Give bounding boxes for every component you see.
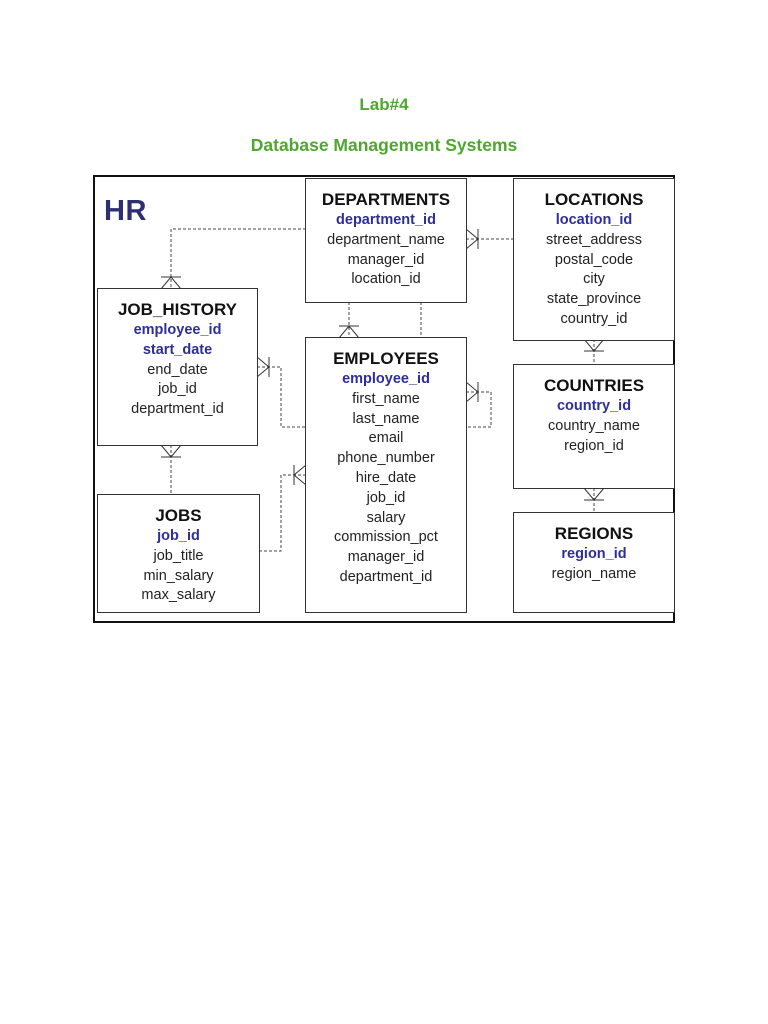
- attribute-list: [514, 545, 674, 585]
- entity-name: REGIONS: [554, 524, 634, 543]
- attribute: manager_id: [347, 251, 425, 268]
- primary-key-attribute: employee_id: [342, 371, 430, 387]
- entity-name: LOCATIONS: [544, 190, 644, 209]
- entity-name: DEPARTMENTS: [321, 190, 451, 209]
- attribute: last_name: [352, 410, 420, 427]
- entity-departments: [305, 178, 467, 303]
- attribute: job_id: [158, 381, 197, 398]
- attribute-list: [514, 397, 674, 456]
- attribute: commission_pct: [334, 529, 438, 546]
- schema-label: HR: [104, 195, 147, 227]
- entity-name: JOB_HISTORY: [117, 300, 238, 319]
- attribute: manager_id: [347, 549, 425, 566]
- rel-departments-job-history: [171, 229, 306, 289]
- er-diagram: [93, 175, 675, 623]
- attribute: job_title: [153, 547, 204, 564]
- doc-title: Lab#4: [359, 95, 409, 114]
- primary-key-attribute: location_id: [555, 212, 633, 228]
- attribute: department_id: [131, 401, 224, 418]
- attribute: first_name: [352, 390, 420, 407]
- entity-job-history: [97, 288, 258, 446]
- attribute-list: [98, 527, 259, 606]
- entity-name: COUNTRIES: [543, 376, 645, 395]
- primary-key-attribute: employee_id: [133, 322, 222, 338]
- attribute-list: [514, 211, 674, 330]
- entity-regions: [513, 512, 675, 613]
- attribute: max_salary: [141, 587, 216, 604]
- primary-key-attribute: start_date: [142, 341, 213, 358]
- attribute: region_name: [551, 565, 637, 582]
- doc-subtitle: Database Management Systems: [250, 135, 518, 155]
- attribute: country_id: [560, 310, 628, 327]
- attribute: job_id: [366, 489, 406, 506]
- attribute: salary: [366, 509, 406, 526]
- attribute: end_date: [147, 361, 208, 378]
- entity-employees: [305, 337, 467, 613]
- primary-key-attribute: job_id: [157, 528, 200, 544]
- attribute: city: [583, 271, 605, 288]
- entity-name: EMPLOYEES: [333, 349, 439, 368]
- entity-locations: [513, 178, 675, 341]
- attribute: department_name: [327, 231, 445, 248]
- primary-key-attribute: country_id: [556, 398, 632, 414]
- attribute: min_salary: [143, 567, 214, 584]
- attribute-list: [306, 211, 466, 290]
- attribute: location_id: [351, 271, 421, 288]
- entity-name: JOBS: [155, 506, 202, 525]
- attribute: state_province: [546, 291, 642, 308]
- attribute: region_id: [564, 437, 624, 454]
- rel-employees-job-history: [257, 367, 306, 427]
- entity-jobs: [97, 494, 260, 613]
- attribute: email: [368, 430, 404, 447]
- attribute: hire_date: [355, 469, 417, 486]
- attribute: postal_code: [554, 251, 634, 268]
- primary-key-attribute: region_id: [561, 546, 627, 562]
- attribute: street_address: [546, 231, 642, 248]
- attribute-list: [306, 370, 466, 588]
- primary-key-attribute: department_id: [336, 212, 436, 228]
- rel-jobs-employees: [259, 475, 306, 551]
- attribute-list: [98, 321, 257, 420]
- attribute: country_name: [548, 417, 640, 434]
- attribute: phone_number: [337, 450, 435, 467]
- attribute: department_id: [339, 568, 433, 585]
- entity-countries: [513, 364, 675, 489]
